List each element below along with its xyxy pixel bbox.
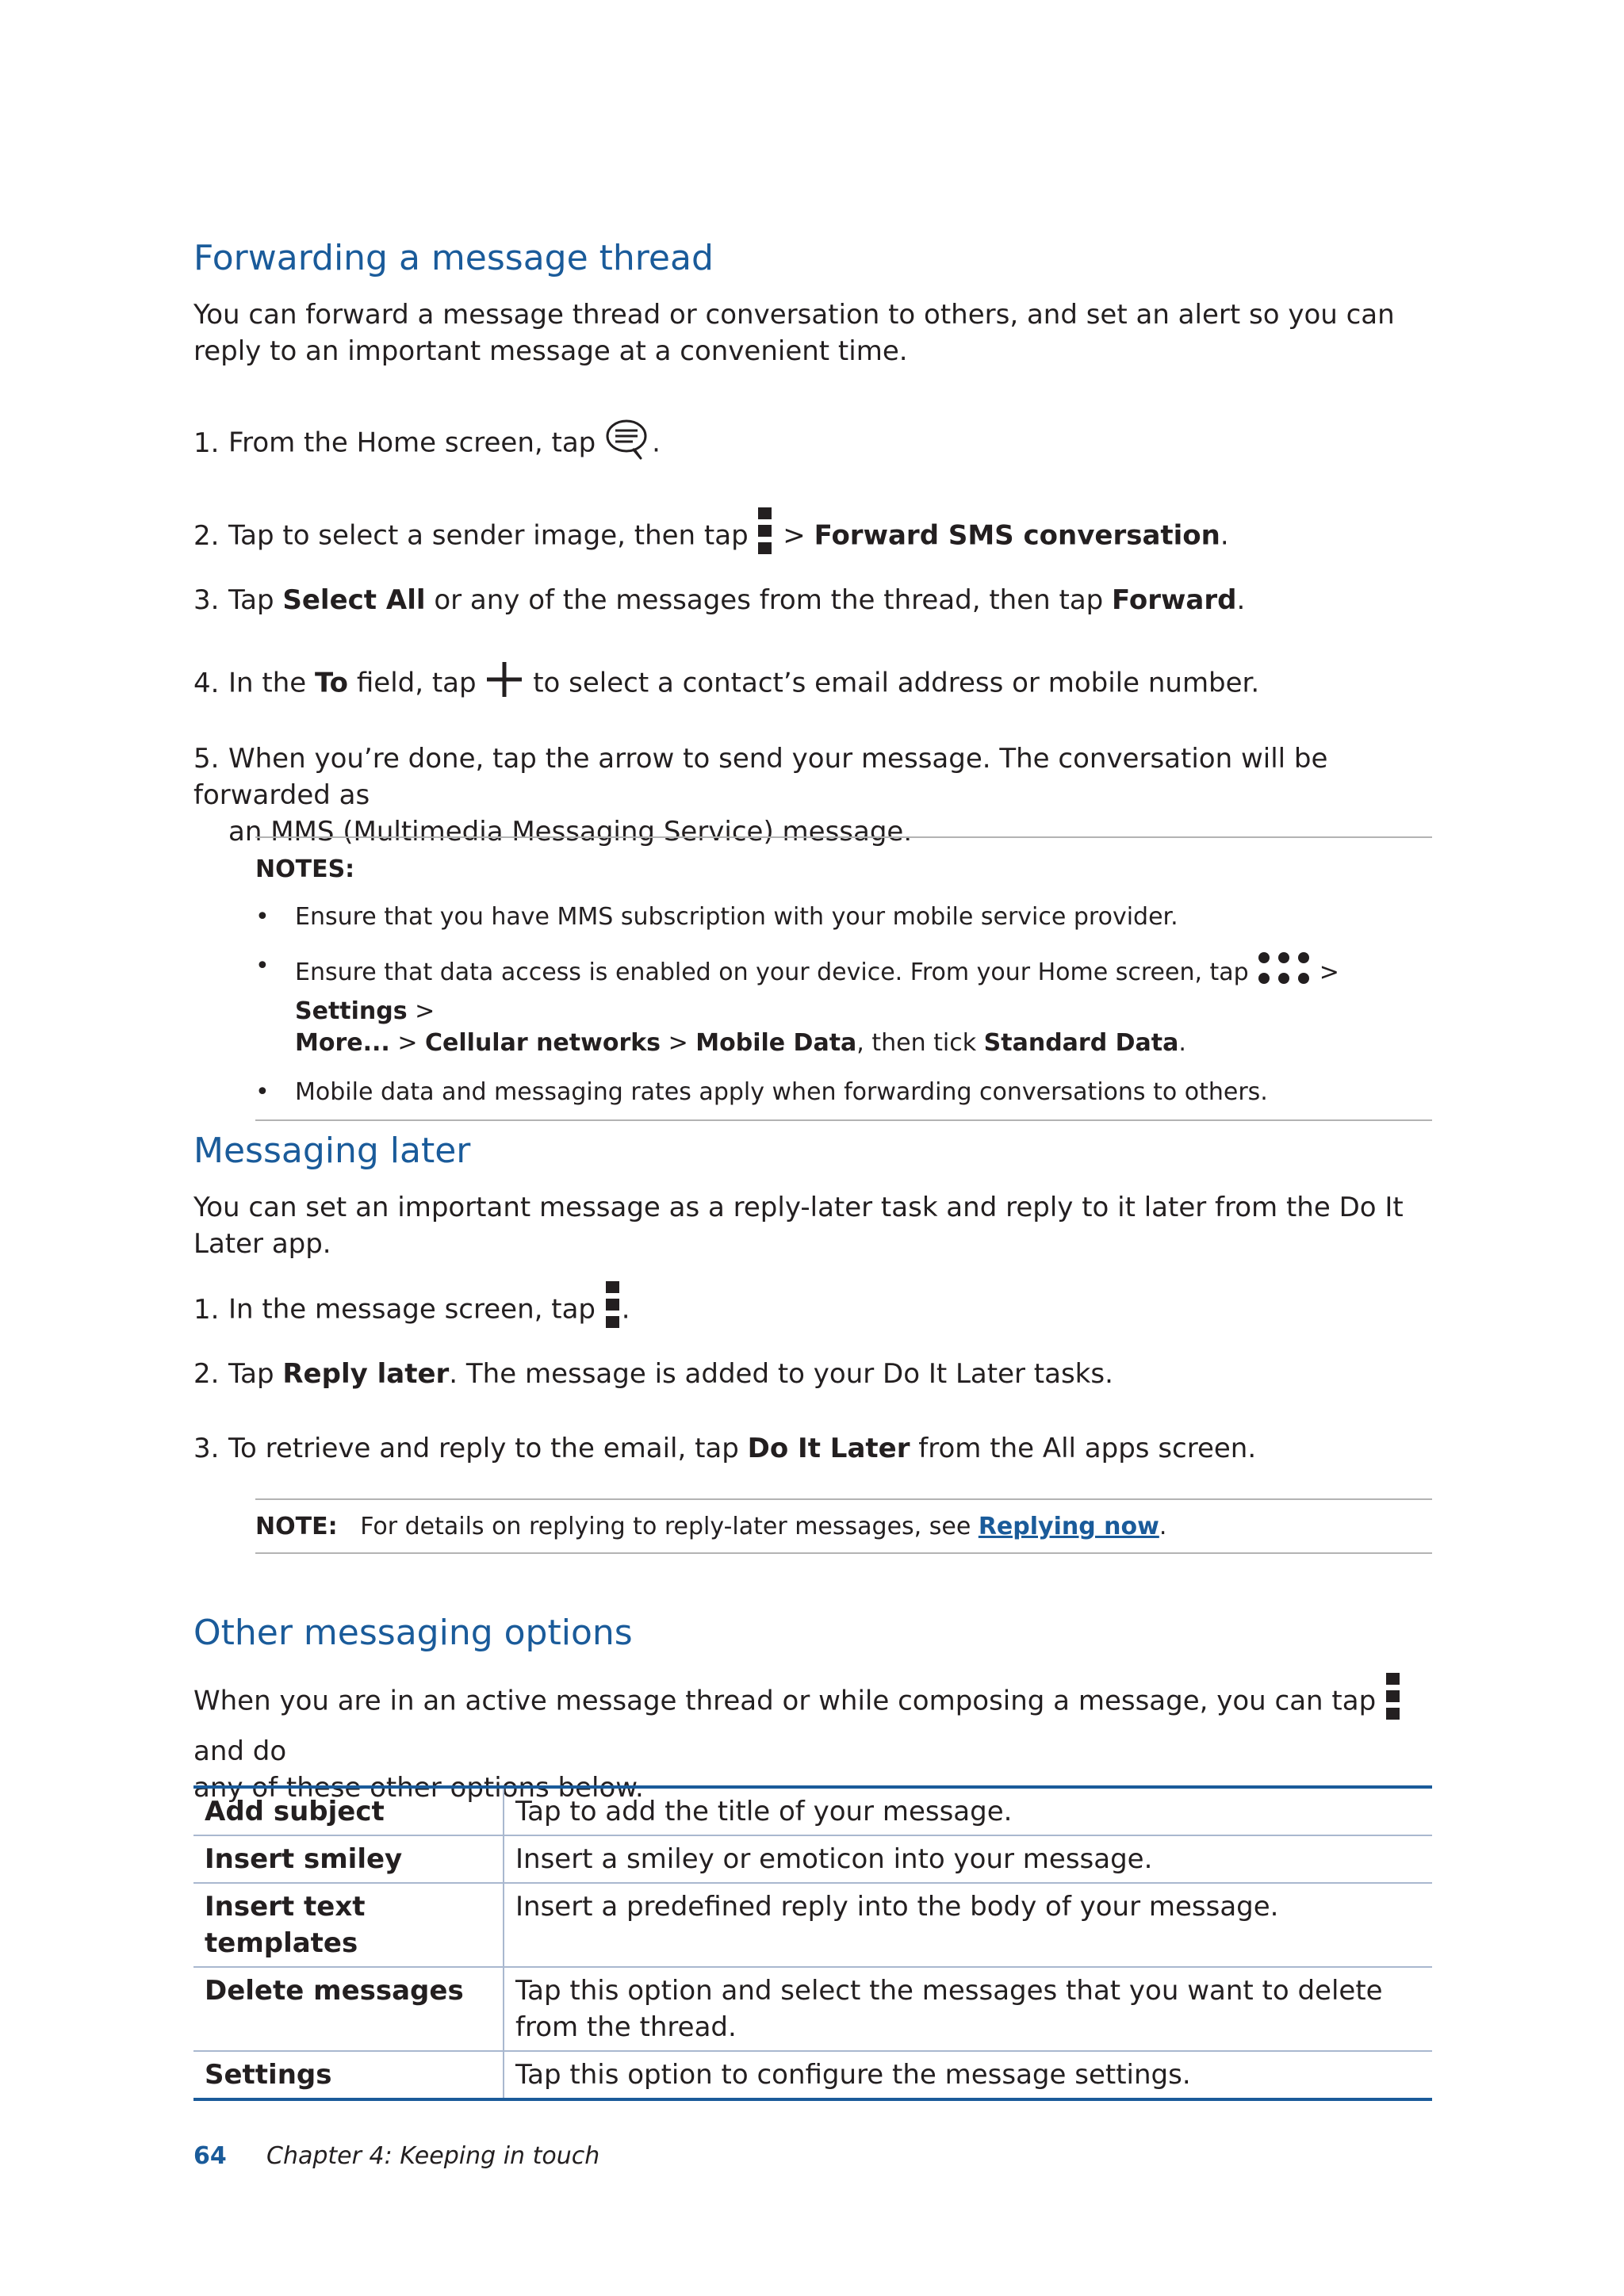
later-step-2: 2. Tap Reply later. The message is added to your Do It Later tasks. bbox=[193, 1358, 1113, 1390]
option-name: Delete messages bbox=[193, 1967, 504, 2051]
section-intro-forwarding: You can forward a message thread or conversation to others, and set an alert so you can reply to an important message at a convenient time. bbox=[193, 299, 1395, 367]
option-description: Tap this option and select the messages that you want to delete from the thread. bbox=[504, 1967, 1432, 2051]
note-item: • Ensure that you have MMS subscription with your mobile service provider. bbox=[255, 903, 1178, 931]
section-intro-messaging-later: You can set an important message as a reply-later task and reply to it later from the Do It Later app. bbox=[193, 1192, 1404, 1260]
option-name: Insert smiley bbox=[193, 1835, 504, 1883]
note-box bbox=[255, 1498, 1432, 1554]
forward-step-5: 5. When you’re done, tap the arrow to send your message. The conversation will be forwarded as an MMS (Multimedia Messaging Service) message. bbox=[193, 743, 1328, 848]
menu-icon bbox=[1385, 1671, 1402, 1733]
option-name: Insert text templates bbox=[193, 1883, 504, 1967]
notes-title: NOTES: bbox=[255, 855, 355, 883]
messaging-app-icon bbox=[604, 417, 652, 471]
section-intro-other-options: When you are in an active message thread or while composing a message, you can tap and do any of these other options below. bbox=[193, 1671, 1431, 1806]
table-row bbox=[193, 2051, 1432, 2099]
note-text: NOTE: For details on replying to reply-later messages, see Replying now. bbox=[255, 1513, 1167, 1540]
option-description: Tap to add the title of your message. bbox=[515, 1796, 1013, 1827]
later-step-3: 3. To retrieve and reply to the email, tap Do It Later from the All apps screen. bbox=[193, 1433, 1257, 1464]
chapter-title: Chapter 4: Keeping in touch bbox=[266, 2142, 600, 2170]
menu-icon bbox=[756, 506, 774, 568]
section-title-messaging-later: Messaging later bbox=[193, 1131, 471, 1171]
page-footer bbox=[193, 2141, 599, 2172]
option-description: Insert a predefined reply into the body of your message. bbox=[504, 1883, 1432, 1967]
notes-box bbox=[255, 836, 1432, 1121]
option-name: Settings bbox=[193, 2051, 504, 2099]
table-row bbox=[193, 1967, 1432, 2051]
section-title-other-options: Other messaging options bbox=[193, 1613, 633, 1653]
note-item: • Ensure that data access is enabled on your device. From your Home screen, tap > Settings > More... > Cellular networks > Mobile Data, then tick Standard Data. bbox=[255, 952, 1339, 1057]
forward-step-2: 2. Tap to select a sender image, then tap > Forward SMS conversation. bbox=[193, 506, 1431, 568]
table-row bbox=[193, 1787, 1432, 1835]
messaging-options-table bbox=[193, 1785, 1432, 2101]
replying-now-link[interactable]: Replying now bbox=[978, 1513, 1159, 1540]
forward-step-4: 4. In the To field, tap to select a contact’s email address or mobile number. bbox=[193, 660, 1431, 709]
table-row bbox=[193, 1883, 1432, 1967]
section-title-forwarding: Forwarding a message thread bbox=[193, 238, 714, 278]
later-step-1: 1. In the message screen, tap . bbox=[193, 1280, 1431, 1341]
page-number: 64 bbox=[193, 2142, 227, 2170]
table-row bbox=[193, 1835, 1432, 1883]
plus-icon bbox=[485, 660, 524, 709]
menu-icon bbox=[604, 1280, 622, 1341]
note-item: • Mobile data and messaging rates apply when forwarding conversations to others. bbox=[255, 1078, 1268, 1106]
option-description: Insert a smiley or emoticon into your message. bbox=[504, 1835, 1432, 1883]
forward-step-1: 1. From the Home screen, tap . bbox=[193, 417, 1431, 471]
option-description: Tap this option to configure the message settings. bbox=[504, 2051, 1432, 2099]
all-apps-icon bbox=[1256, 951, 1312, 996]
option-name: Add subject bbox=[193, 1787, 504, 1835]
forward-step-3: 3. Tap Select All or any of the messages from the thread, then tap Forward. bbox=[193, 584, 1246, 616]
